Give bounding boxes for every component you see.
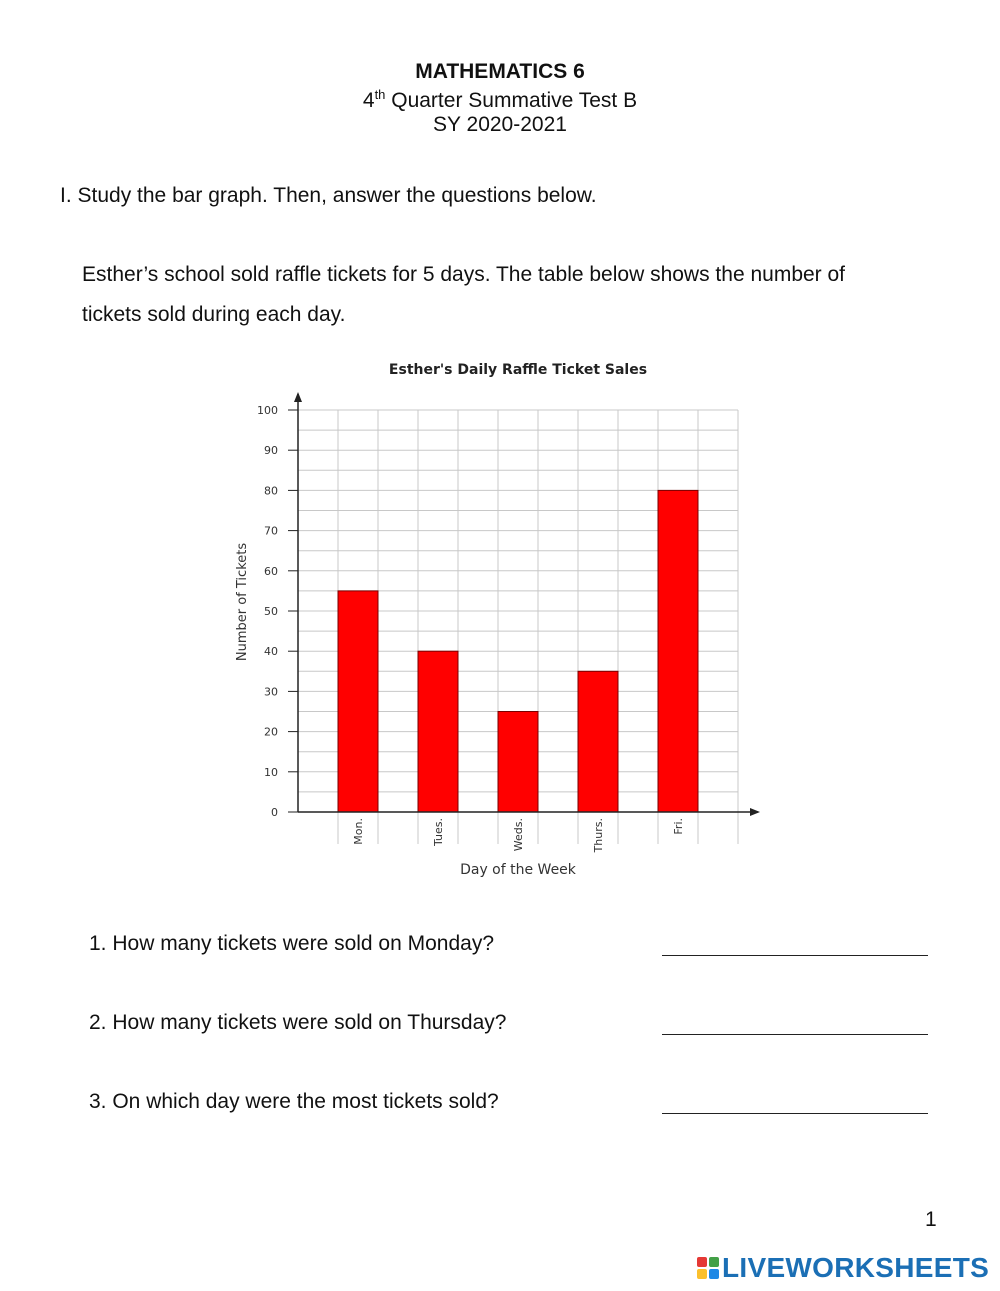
y-tick-label: 50: [264, 605, 278, 618]
y-tick-label: 30: [264, 685, 278, 699]
bar-fri: [658, 490, 698, 812]
document-title: MATHEMATICS 6: [415, 60, 585, 83]
school-year: SY 2020-2021: [433, 113, 567, 136]
x-tick-label: Fri.: [672, 818, 685, 835]
question-2: 2. How many tickets were sold on Thursday?: [89, 1011, 507, 1034]
y-tick-label: 10: [264, 765, 278, 779]
y-tick-label: 70: [264, 524, 278, 538]
x-tick-label: Mon.: [352, 818, 365, 845]
y-tick-label: 40: [264, 645, 278, 659]
bar-weds: [498, 712, 538, 813]
y-tick-label: 0: [271, 806, 278, 819]
bar-chart: [220, 350, 780, 890]
logo-square-blue: [709, 1269, 719, 1279]
y-tick-label: 20: [264, 725, 278, 739]
document-subtitle: [0, 87, 1000, 113]
brand-name: LIVEWORKSHEETS: [722, 1252, 990, 1283]
question-3: 3. On which day were the most tickets sold?: [89, 1090, 499, 1113]
subtitle-text: Quarter Summative Test B: [385, 89, 638, 112]
answer-blank-2[interactable]: [662, 1034, 928, 1035]
instruction-text: I. Study the bar graph. Then, answer the questions below.: [60, 184, 597, 207]
bar-tues: [418, 651, 458, 812]
question-1: 1. How many tickets were sold on Monday?: [89, 932, 495, 955]
y-tick-label: 90: [264, 444, 278, 458]
x-tick-label: Tues.: [432, 818, 445, 847]
page-number: 1: [925, 1208, 937, 1231]
bar-thurs: [578, 671, 618, 812]
answer-blank-1[interactable]: [662, 955, 928, 956]
y-tick-label: 80: [264, 484, 278, 498]
x-axis-label: Day of the Week: [460, 862, 576, 878]
x-axis-arrow-icon: [750, 808, 760, 816]
answer-blank-3[interactable]: [662, 1113, 928, 1114]
liveworksheets-logo-icon: [697, 1257, 719, 1279]
y-tick-label: 60: [264, 564, 278, 578]
x-tick-label: Thurs.: [592, 818, 605, 853]
footer-branding: [697, 1252, 989, 1284]
logo-square-green: [709, 1257, 719, 1267]
paragraph-line-2: tickets sold during each day.: [82, 303, 346, 326]
logo-square-yellow: [697, 1269, 707, 1279]
subtitle-number: 4: [362, 89, 375, 112]
paragraph-line-1: Esther’s school sold raffle tickets for 5 days. The table below shows the number of: [82, 263, 846, 286]
x-tick-label: Weds.: [512, 818, 525, 852]
bar-mon: [338, 591, 378, 812]
subtitle-superscript: th: [374, 87, 386, 102]
y-axis-label: Number of Tickets: [235, 542, 250, 662]
y-axis-arrow-icon: [294, 392, 302, 402]
y-tick-label: 100: [257, 404, 278, 417]
chart-title: Esther's Daily Raffle Ticket Sales: [388, 362, 648, 378]
logo-square-red: [697, 1257, 707, 1267]
